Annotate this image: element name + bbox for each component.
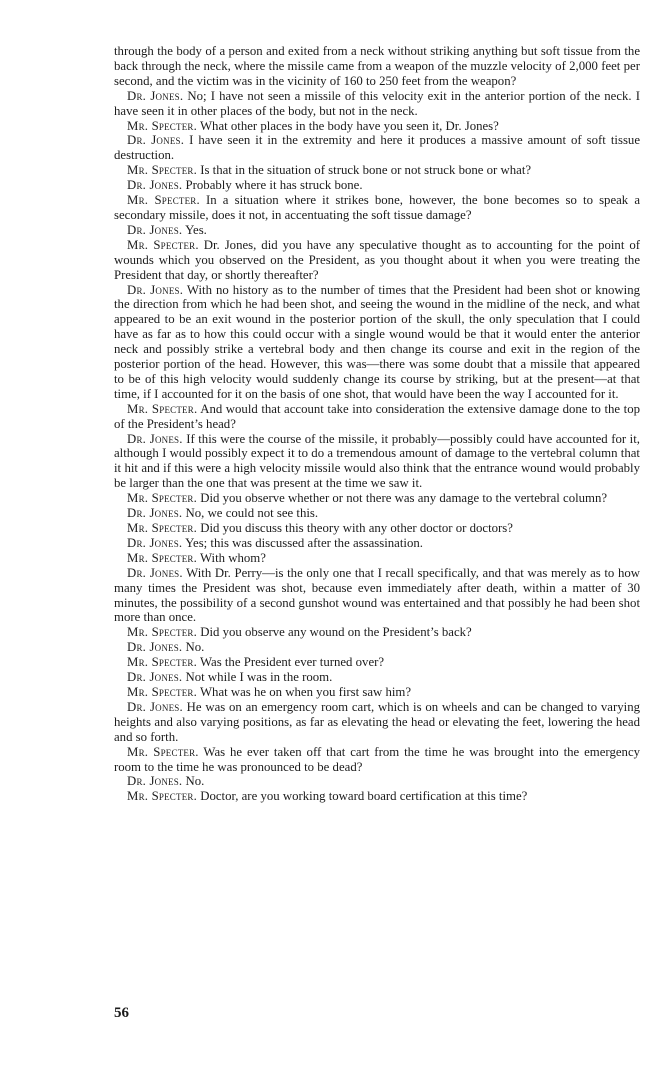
transcript-paragraph — [114, 119, 640, 134]
paragraph-text: Probably where it has struck bone. — [185, 178, 363, 193]
transcript-paragraph — [114, 551, 640, 566]
speaker-name: Mr. Specter. — [127, 237, 199, 252]
speaker-name: Dr. Jones. — [127, 506, 183, 521]
speaker-name: Mr. Specter. — [127, 521, 197, 535]
paragraph-text: In a situation where it strikes bone, however, the bone becomes so to speak a secondary missile, does it not, in accentuating the soft tissue damage? — [114, 193, 640, 222]
transcript-paragraph — [114, 491, 640, 506]
transcript-paragraph — [114, 238, 640, 283]
paragraph-text: I have seen it in the extremity and here it produces a massive amount of soft tissue destruction. — [114, 133, 640, 163]
transcript-paragraph — [114, 163, 640, 178]
speaker-name: Mr. Specter. — [127, 118, 197, 133]
speaker-name: Mr. Specter. — [127, 401, 198, 416]
transcript-paragraph — [114, 640, 640, 655]
speaker-name: Mr. Specter. — [127, 193, 200, 208]
speaker-name: Dr. Jones. — [127, 222, 183, 237]
speaker-name: Dr. Jones. — [127, 699, 183, 714]
paragraph-text: through the body of a person and exited from a neck without striking anything but soft tissue from the back through the neck, where the missile came from a weapon of the muzzle velocity of 2,000 feet per second, and the victim was in the vicinity of 160 to 250 feet from the weapon? — [114, 44, 640, 88]
transcript-paragraph — [114, 625, 640, 640]
paragraph-text: No. — [185, 640, 205, 655]
transcript-paragraph — [114, 566, 640, 626]
transcript-paragraph — [114, 700, 640, 745]
paragraph-text: Yes. — [185, 222, 207, 237]
paragraph-text: What other places in the body have you seen it, Dr. Jones? — [199, 118, 499, 133]
paragraph-text: No; I have not seen a missile of this velocity exit in the anterior portion of the neck. I have seen it in other places of the body, but not in the neck. — [114, 88, 640, 118]
speaker-name: Dr. Jones. — [127, 88, 184, 103]
transcript-paragraph — [114, 432, 640, 492]
speaker-name: Mr. Specter. — [127, 163, 197, 178]
speaker-name: Dr. Jones. — [127, 670, 183, 685]
paragraph-text: No, we could not see this. — [185, 506, 319, 521]
transcript-paragraph — [114, 223, 640, 238]
speaker-name: Dr. Jones. — [127, 640, 183, 655]
speaker-name: Dr. Jones. — [127, 774, 183, 789]
transcript-paragraph — [114, 44, 640, 89]
paragraph-text: With whom? — [199, 550, 266, 565]
speaker-name: Dr. Jones. — [127, 178, 183, 193]
transcript-paragraph — [114, 536, 640, 551]
speaker-name: Dr. Jones. — [127, 565, 183, 580]
speaker-name: Dr. Jones. — [127, 431, 183, 446]
transcript-paragraph — [114, 506, 640, 521]
paragraph-text: Was the President ever turned over? — [199, 655, 385, 670]
paragraph-text: Not while I was in the room. — [185, 670, 333, 685]
speaker-name: Mr. Specter. — [127, 550, 197, 565]
transcript-paragraph — [114, 655, 640, 670]
transcript-paragraph — [114, 521, 640, 536]
speaker-name: Mr. Specter. — [127, 789, 197, 804]
transcript-page — [114, 44, 640, 804]
paragraph-text: Did you discuss this theory with any other doctor or doctors? — [200, 521, 513, 535]
speaker-name: Mr. Specter. — [127, 744, 199, 759]
transcript-paragraph — [114, 745, 640, 775]
paragraph-text: Did you observe any wound on the President’s back? — [200, 625, 472, 640]
paragraph-text: Did you observe whether or not there was any damage to the vertebral column? — [200, 491, 608, 506]
speaker-name: Dr. Jones. — [127, 133, 185, 148]
transcript-paragraph — [114, 283, 640, 402]
transcript-paragraph — [114, 89, 640, 119]
speaker-name: Dr. Jones. — [127, 282, 184, 297]
transcript-paragraph — [114, 670, 640, 685]
speaker-name: Dr. Jones. — [127, 535, 183, 550]
speaker-name: Mr. Specter. — [127, 655, 197, 670]
speaker-name: Mr. Specter. — [127, 491, 197, 506]
transcript-paragraph — [114, 789, 640, 804]
paragraph-text: If this were the course of the missile, it probably—possibly could have accounted for it, although I would possibly expect it to do a tremendous amount of damage to the vertebral column that it hit and if this were a high velocity missile would also think that the entrance wound would probably be larger than the one that was present at the time we saw it. — [114, 431, 640, 491]
paragraph-text: Was he ever taken off that cart from the time he was brought into the emergency room to the time he was pronounced to be dead? — [114, 744, 641, 774]
transcript-paragraph — [114, 193, 640, 223]
speaker-name: Mr. Specter. — [127, 684, 197, 699]
page-number: 56 — [114, 1005, 129, 1021]
paragraph-text: Is that in the situation of struck bone or not struck bone or what? — [200, 163, 532, 178]
paragraph-text: With no history as to the number of times that the President had been shot or knowing the direction from which he had been shot, and seeing the wound in the midline of the neck, and what appeared to be an exit wound in the posterior portion of the skull, the only speculation that I could have as far as to how this could occur with a single wound would be that it would enter the anterior neck and possibly strike a vertebral body and then change its course and exit in the region of the posterior portion of the head. However, this was—there was some doubt that a missile that appeared to be of this high velocity would suddenly change its course by striking, but at the present—at that time, if I accounted for it on the basis of one shot, that would have been the way I accounted for it. — [114, 282, 641, 401]
transcript-paragraph — [114, 133, 640, 163]
paragraph-text: With Dr. Perry—is the only one that I recall specifically, and that was merely as to how many times the President was shot, because even immediately after death, within a matter of 30 minutes, the possibility of a second gunshot wound was entertained and that possibly he had been shot more than once. — [114, 565, 640, 625]
paragraph-text: And would that account take into consideration the extensive damage done to the top of the President’s head? — [114, 401, 641, 431]
paragraph-text: Yes; this was discussed after the assassination. — [185, 535, 423, 550]
transcript-paragraph — [114, 178, 640, 193]
transcript-paragraph — [114, 685, 640, 700]
paragraph-text: What was he on when you first saw him? — [199, 684, 412, 699]
transcript-paragraph — [114, 402, 640, 432]
paragraph-text: Doctor, are you working toward board certification at this time? — [200, 789, 528, 804]
paragraph-text: Dr. Jones, did you have any speculative thought as to accounting for the point of wounds which you observed on the President, as you thought about it when you were treating the President that day, or shortly thereafter? — [114, 237, 640, 282]
speaker-name: Mr. Specter. — [127, 625, 197, 640]
transcript-paragraph — [114, 774, 640, 789]
paragraph-text: He was on an emergency room cart, which is on wheels and can be changed to varying heights and also varying positions, as far as elevating the head or elevating the feet, lowering the head and so forth. — [114, 699, 640, 744]
paragraph-text: No. — [185, 774, 205, 789]
